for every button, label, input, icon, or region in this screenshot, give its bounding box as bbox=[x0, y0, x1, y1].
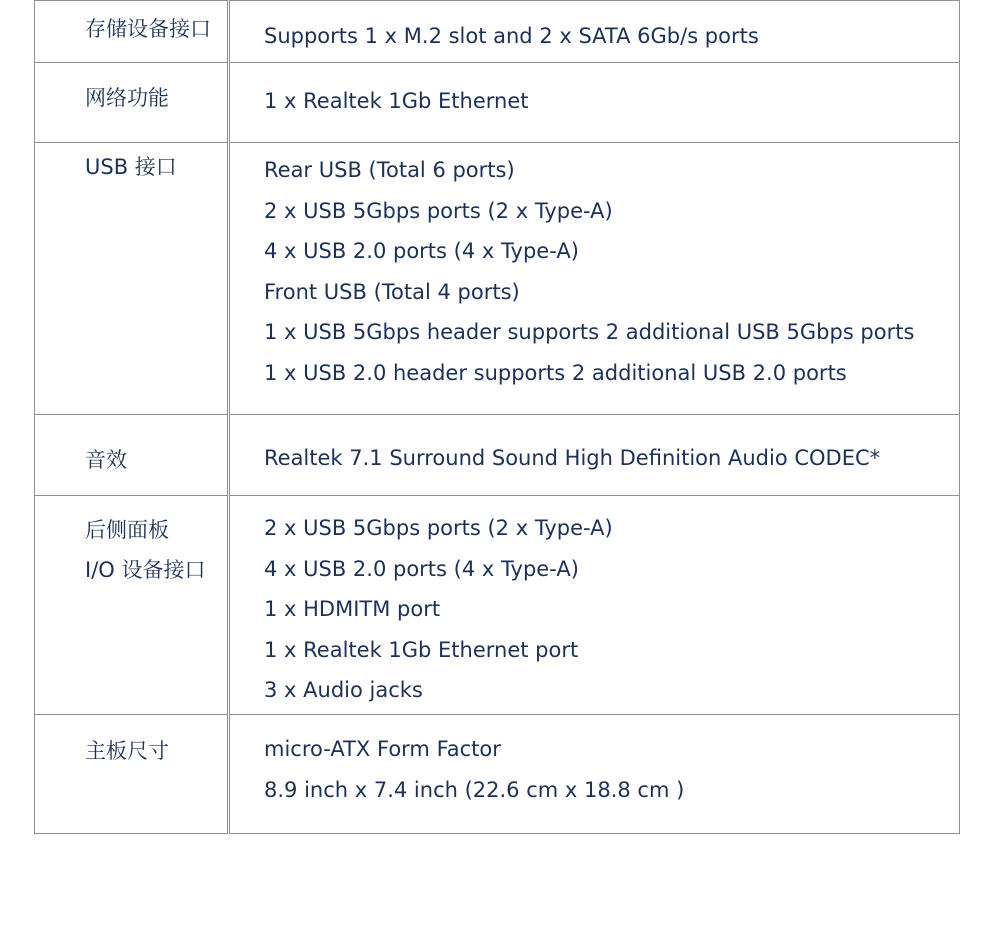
spec-value-cell bbox=[229, 143, 960, 415]
spec-value: Front USB (Total 4 ports) bbox=[264, 279, 520, 304]
spec-label-cell bbox=[35, 1, 229, 63]
spec-value: 1 x Realtek 1Gb Ethernet port bbox=[264, 637, 579, 662]
spec-label-cell bbox=[35, 63, 229, 143]
spec-value: 1 x USB 2.0 header supports 2 additional USB 2.0 ports bbox=[264, 360, 847, 385]
spec-value: Realtek 7.1 Surround Sound High Definition Audio CODEC* bbox=[264, 446, 881, 470]
spec-value-cell bbox=[229, 715, 960, 834]
spec-value: micro-ATX Form Factor bbox=[264, 737, 501, 761]
spec-table bbox=[34, 0, 960, 834]
spec-row-audio bbox=[35, 415, 960, 496]
spec-row-usb bbox=[35, 143, 960, 415]
spec-row-network bbox=[35, 63, 960, 143]
spec-row-form-factor bbox=[35, 715, 960, 834]
spec-label: 存储设备接口 bbox=[85, 17, 211, 41]
spec-label: 后侧面板 bbox=[85, 518, 169, 542]
spec-label-cell bbox=[35, 715, 229, 834]
spec-value: 1 x USB 5Gbps header supports 2 additional USB 5Gbps ports bbox=[264, 320, 915, 345]
spec-value: 8.9 inch x 7.4 inch (22.6 cm x 18.8 cm ) bbox=[264, 777, 685, 802]
spec-label: USB 接口 bbox=[85, 155, 177, 179]
spec-value: 1 x Realtek 1Gb Ethernet bbox=[264, 89, 529, 113]
spec-value-cell bbox=[229, 415, 960, 496]
spec-value: 1 x HDMITM port bbox=[264, 597, 441, 622]
spec-value: 4 x USB 2.0 ports (4 x Type-A) bbox=[264, 239, 579, 264]
spec-label-cell bbox=[35, 143, 229, 415]
spec-value: 4 x USB 2.0 ports (4 x Type-A) bbox=[264, 556, 579, 581]
spec-value-cell bbox=[229, 1, 960, 63]
spec-label-cell bbox=[35, 415, 229, 496]
spec-value: 3 x Audio jacks bbox=[264, 678, 423, 703]
spec-label: 网络功能 bbox=[85, 86, 169, 110]
spec-label-cell bbox=[35, 496, 229, 715]
spec-label: I/O 设备接口 bbox=[85, 558, 206, 582]
spec-value-cell bbox=[229, 496, 960, 715]
spec-value-cell bbox=[229, 63, 960, 143]
spec-value: Rear USB (Total 6 ports) bbox=[264, 158, 515, 182]
spec-label: 音效 bbox=[85, 448, 127, 472]
spec-label: 主板尺寸 bbox=[85, 739, 169, 763]
spec-value: Supports 1 x M.2 slot and 2 x SATA 6Gb/s ports bbox=[264, 24, 759, 48]
spec-row-rear-io bbox=[35, 496, 960, 715]
spec-row-storage bbox=[35, 1, 960, 63]
spec-value: 2 x USB 5Gbps ports (2 x Type-A) bbox=[264, 198, 613, 223]
spec-value: 2 x USB 5Gbps ports (2 x Type-A) bbox=[264, 516, 613, 540]
